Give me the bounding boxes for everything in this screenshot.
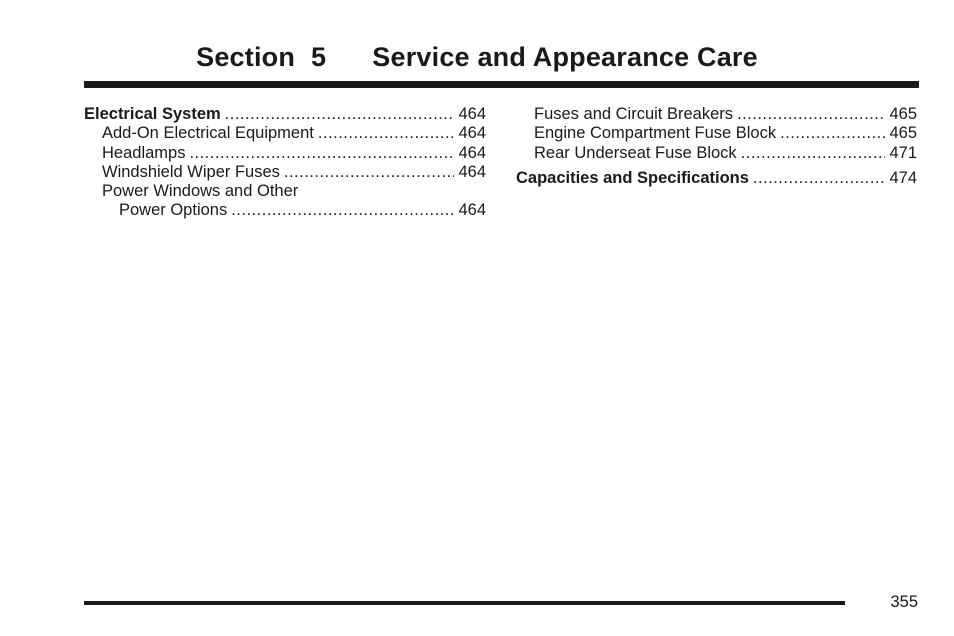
toc-entry-add-on-electrical-equipment[interactable] <box>84 124 486 143</box>
toc-entry-label: Electrical System <box>84 105 221 123</box>
toc-entry-power-windows-line1[interactable] <box>84 182 486 201</box>
section-heading: Service and Appearance Care <box>372 42 758 72</box>
footer-rule <box>84 601 845 605</box>
toc-entry-rear-underseat-fuse-block[interactable] <box>516 144 917 163</box>
toc-entry-label: Power Options <box>119 201 228 220</box>
toc-entry-engine-compartment-fuse-block[interactable] <box>516 124 917 143</box>
toc-entry-page: 474 <box>889 168 917 187</box>
toc-entry-page: 464 <box>458 143 486 162</box>
toc-entry-windshield-wiper-fuses[interactable] <box>84 163 486 182</box>
page-number: 355 <box>890 593 918 611</box>
leader-dots <box>225 105 455 124</box>
leader-dots <box>189 144 454 163</box>
toc-entry-label: Capacities and Specifications <box>516 168 749 187</box>
toc-entry-capacities-and-specifications[interactable] <box>516 169 917 188</box>
toc-entry-page: 464 <box>458 124 486 143</box>
toc-entry-page: 471 <box>889 143 917 162</box>
toc-entry-label: Fuses and Circuit Breakers <box>534 105 733 123</box>
toc-entry-power-options[interactable] <box>84 201 486 220</box>
section-label: Section <box>196 42 296 72</box>
toc-entry-page: 464 <box>458 162 486 181</box>
toc-entry-page: 464 <box>458 201 486 220</box>
toc-entry-label: Add-On Electrical Equipment <box>102 124 314 143</box>
leader-dots <box>737 105 885 124</box>
leader-dots <box>753 169 886 188</box>
toc-entry-page: 465 <box>889 124 917 143</box>
header-rule <box>84 81 919 88</box>
leader-dots <box>318 124 455 143</box>
toc-entry-label: Power Windows and Other <box>102 182 299 201</box>
toc-column-left <box>84 105 486 221</box>
toc-entry-label: Rear Underseat Fuse Block <box>534 143 737 162</box>
toc-column-right <box>516 105 917 188</box>
toc-entry-page: 464 <box>458 105 486 123</box>
toc-entry-headlamps[interactable] <box>84 144 486 163</box>
toc-entry-electrical-system[interactable] <box>84 105 486 124</box>
toc-entry-label: Engine Compartment Fuse Block <box>534 124 777 143</box>
toc-entry-fuses-and-circuit-breakers[interactable] <box>516 105 917 124</box>
leader-dots <box>741 144 886 163</box>
leader-dots <box>780 124 885 143</box>
section-number: 5 <box>311 42 327 72</box>
leader-dots <box>284 163 455 182</box>
leader-dots <box>231 201 454 220</box>
toc-entry-label: Headlamps <box>102 143 186 162</box>
section-title <box>0 42 954 73</box>
toc-entry-label: Windshield Wiper Fuses <box>102 162 280 181</box>
toc-entry-page: 465 <box>889 105 917 123</box>
